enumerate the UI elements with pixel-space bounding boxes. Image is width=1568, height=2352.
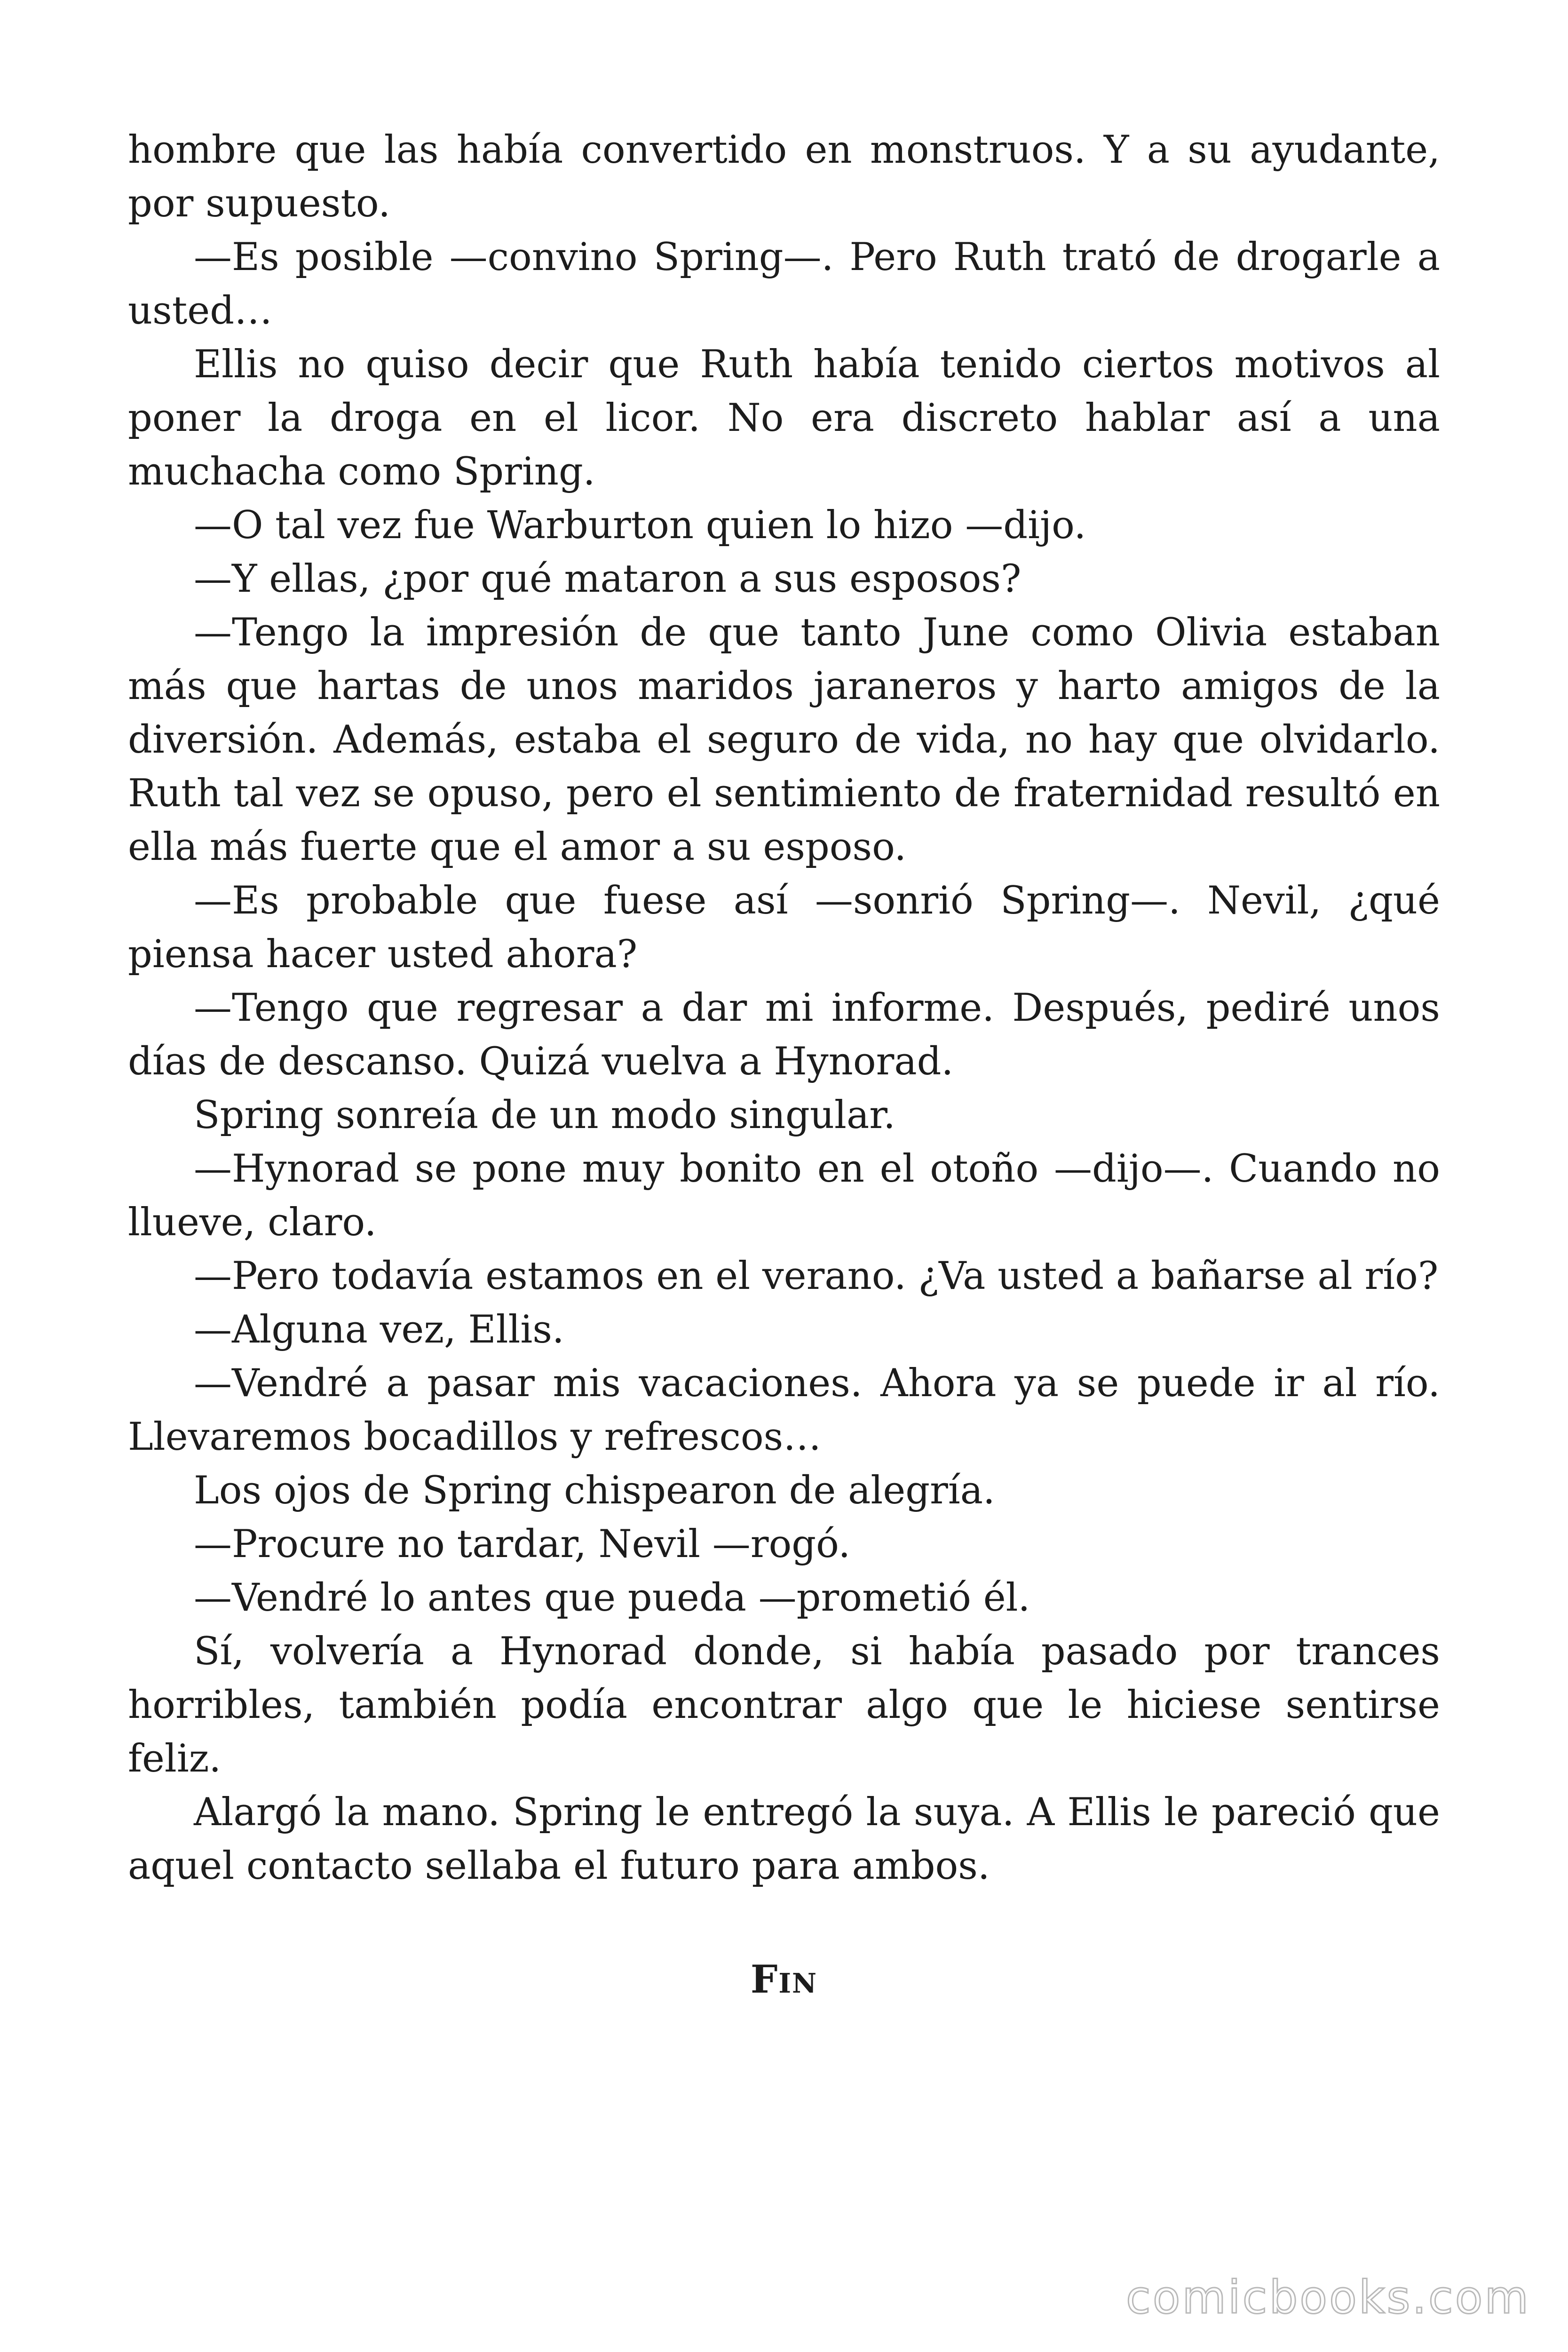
paragraph: —Procure no tardar, Nevil —rogó. <box>194 1522 851 1566</box>
paragraph: —Vendré a pasar mis vacaciones. Ahora ya se puede ir al río. Llevaremos bocadillos y refrescos… <box>128 1361 1440 1459</box>
body-text <box>128 123 1440 2007</box>
paragraph: —Es probable que fuese así —sonrió Spring—. Nevil, ¿qué piensa hacer usted ahora? <box>128 879 1440 977</box>
paragraph: —Tengo la impresión de que tanto June como Olivia estaban más que hartas de unos maridos jaraneros y harto amigos de la diversión. Además, estaba el seguro de vida, no hay que olvidarlo. Ruth tal vez se opuso, pero el sentimiento de fraternidad resultó en ella más fuerte que el amor a su esposo. <box>128 611 1440 869</box>
paragraph: —Es posible —convino Spring—. Pero Ruth trató de drogarle a usted… <box>128 235 1440 333</box>
paragraph: —Pero todavía estamos en el verano. ¿Va usted a bañarse al río? <box>194 1254 1439 1298</box>
paragraph: Sí, volvería a Hynorad donde, si había pasado por trances horribles, también podía encontrar algo que le hiciese sentirse feliz. <box>128 1629 1440 1781</box>
paragraph: —Tengo que regresar a dar mi informe. Después, pediré unos días de descanso. Quizá vuelva a Hynorad. <box>128 986 1440 1084</box>
paragraph: Los ojos de Spring chispearon de alegría. <box>194 1469 995 1513</box>
paragraph: hombre que las había convertido en monstruos. Y a su ayudante, por supuesto. <box>128 128 1440 226</box>
end-mark: Fin <box>750 1957 818 2002</box>
paragraph: —Y ellas, ¿por qué mataron a sus esposos? <box>194 557 1022 601</box>
paragraph: Ellis no quiso decir que Ruth había tenido ciertos motivos al poner la droga en el licor. No era discreto hablar así a una muchacha como Spring. <box>128 342 1440 494</box>
paragraph: Spring sonreía de un modo singular. <box>194 1093 895 1137</box>
paragraph: —Vendré lo antes que pueda —prometió él. <box>194 1576 1030 1620</box>
paragraph: Alargó la mano. Spring le entregó la suya. A Ellis le pareció que aquel contacto sellaba el futuro para ambos. <box>128 1790 1440 1888</box>
paragraph: —O tal vez fue Warburton quien lo hizo —dijo. <box>194 503 1086 548</box>
paragraph: —Alguna vez, Ellis. <box>194 1308 564 1352</box>
paragraph: —Hynorad se pone muy bonito en el otoño —dijo—. Cuando no llueve, claro. <box>128 1147 1440 1245</box>
watermark: comicbooks.com <box>1125 2271 1530 2324</box>
